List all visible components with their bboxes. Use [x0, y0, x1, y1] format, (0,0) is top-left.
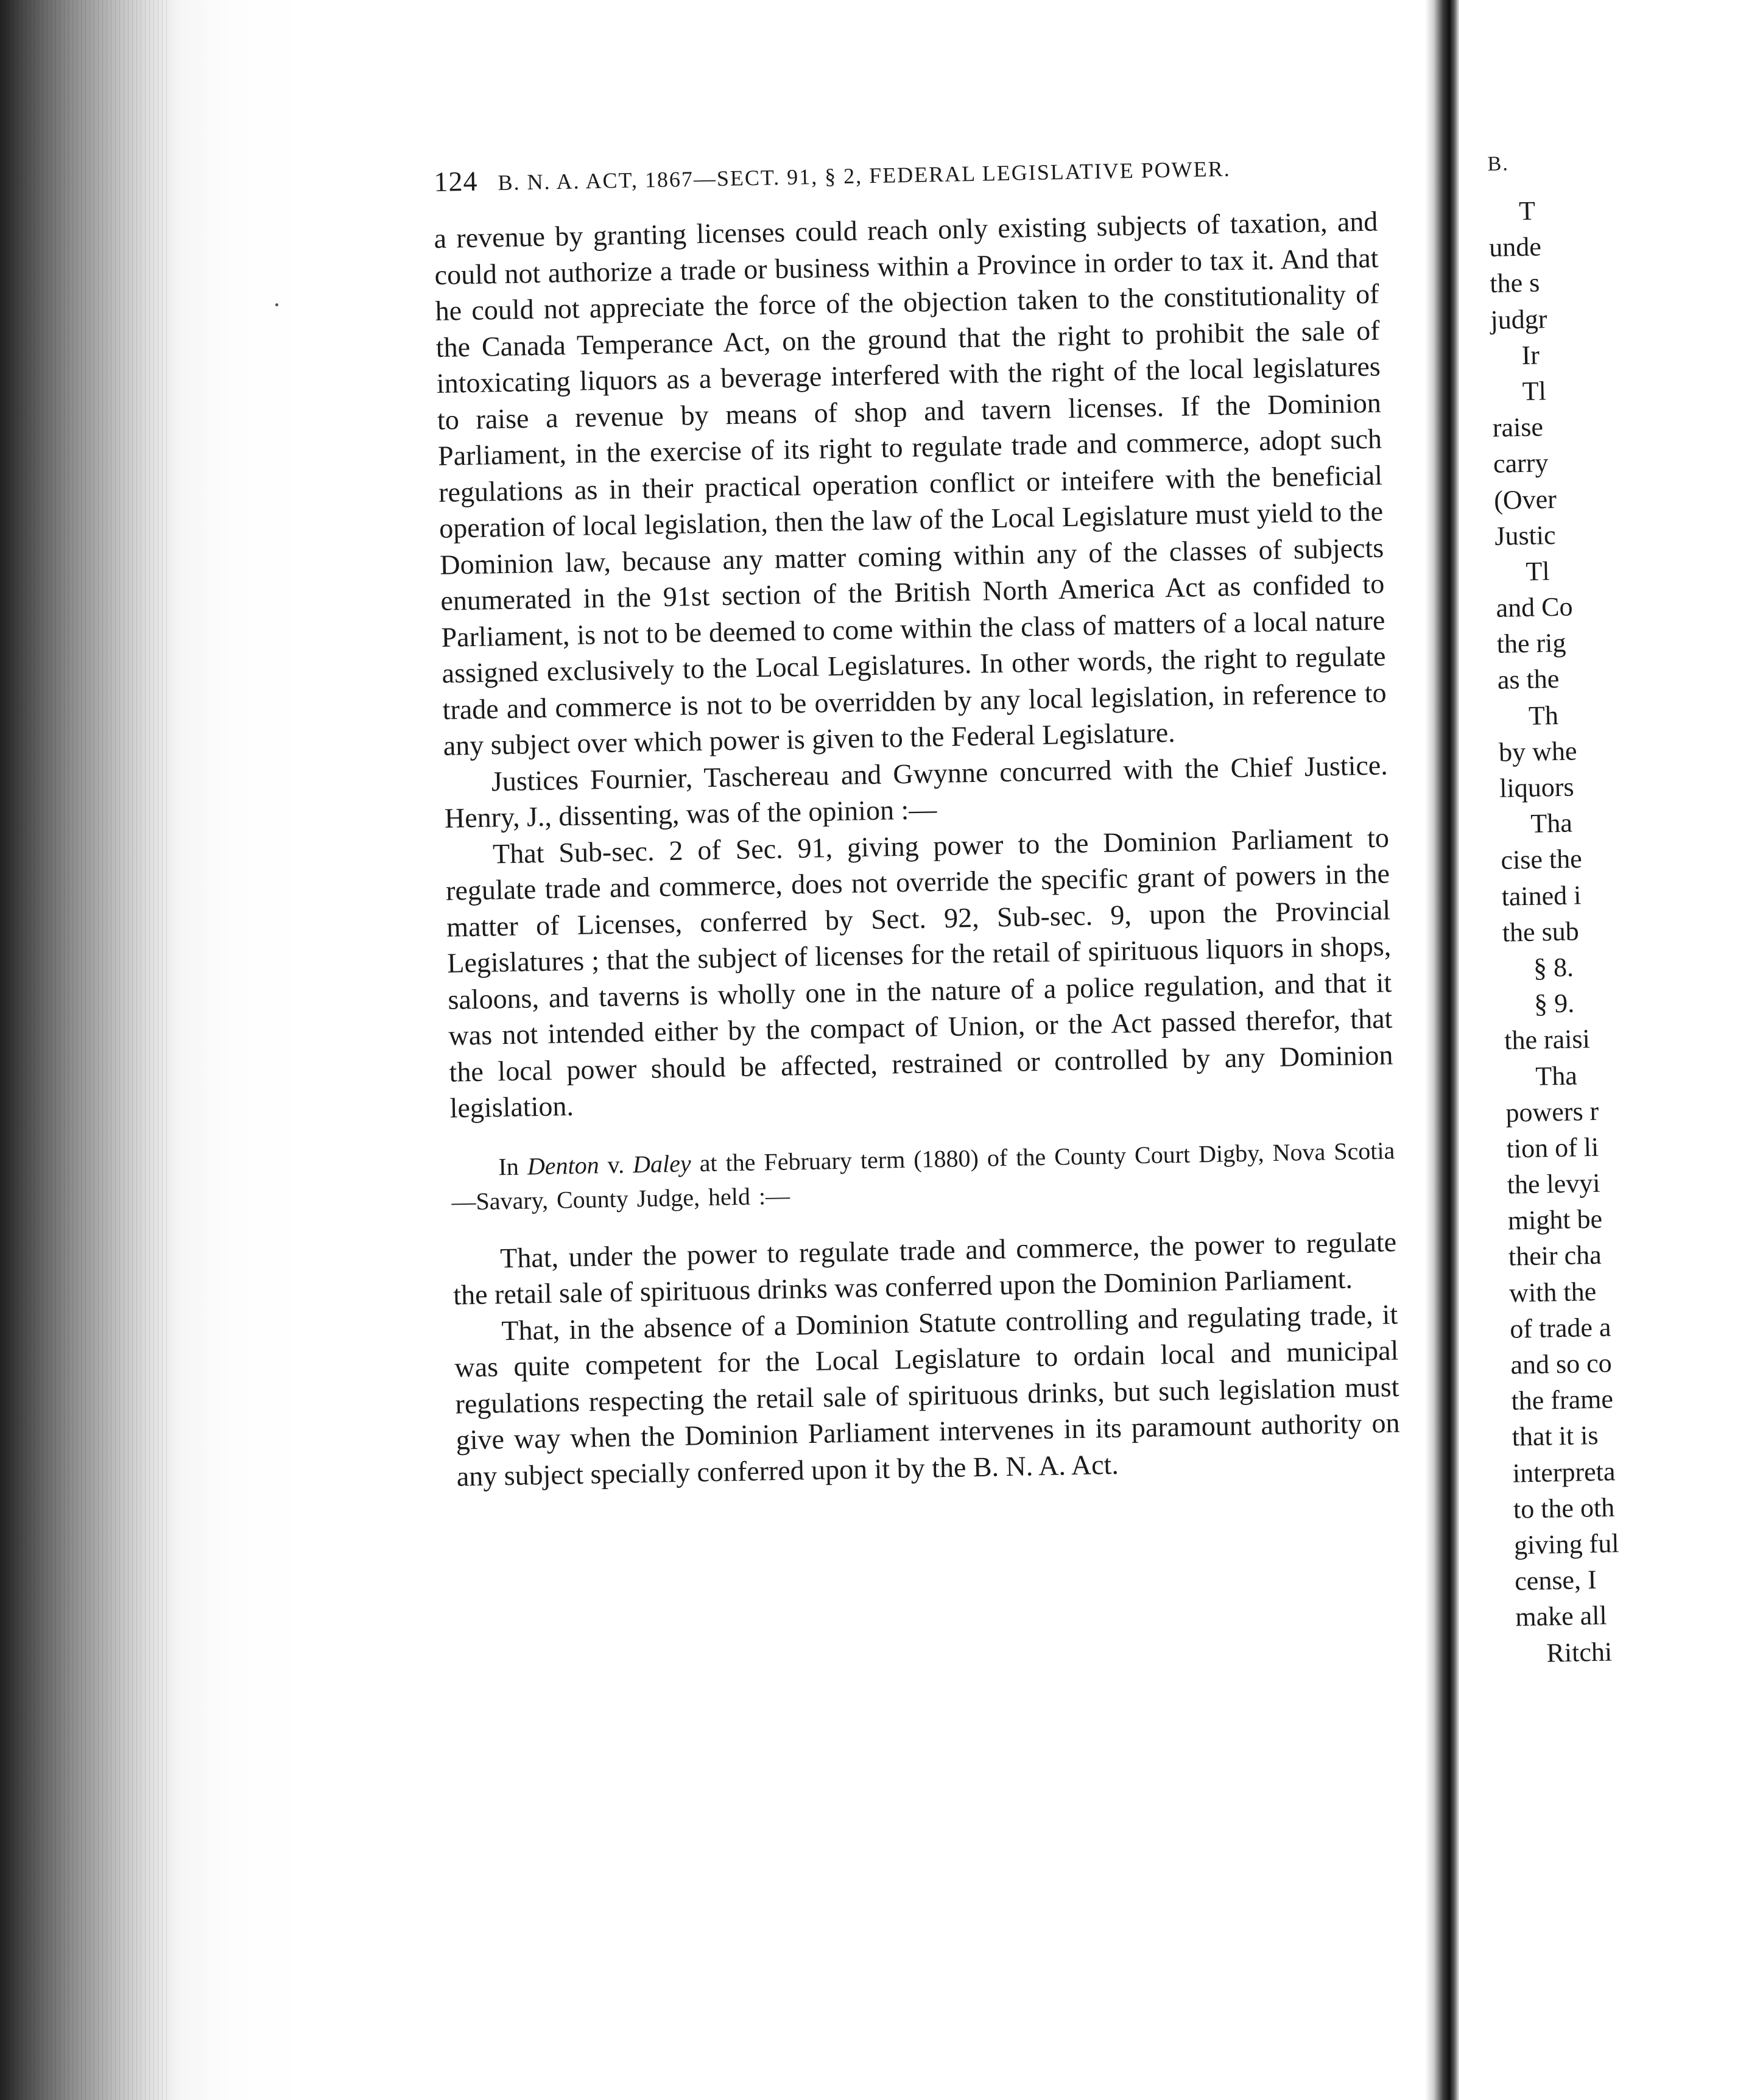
- right-page-line: T: [1518, 196, 1536, 227]
- right-page-line: with the: [1508, 1276, 1597, 1308]
- right-page-line: cise the: [1501, 844, 1583, 876]
- holding-1: That, under the power to regulate trade and commerce, the power to regulate the retail sale of spirituous drinks was conferred upon the Dominion Parliament.: [452, 1225, 1397, 1311]
- right-page-line: liquors: [1499, 772, 1574, 803]
- right-page-lines: [1488, 189, 1760, 1671]
- page-number: 124: [434, 165, 478, 197]
- right-page-line: interpreta: [1512, 1456, 1616, 1489]
- right-page-line: as the: [1497, 664, 1560, 696]
- right-page-line: tained i: [1501, 879, 1582, 912]
- right-page-line: Tha: [1535, 1060, 1578, 1091]
- right-page-line: and Co: [1496, 591, 1573, 623]
- right-page: [1459, 0, 1619, 2100]
- paragraph-2: Justices Fournier, Taschereau and Gwynne concurred with the Chief Justice. Henry, J., dissenting, was of the opinion :—: [444, 749, 1389, 834]
- right-page-line: the levyi: [1507, 1168, 1600, 1200]
- book-gutter: [1425, 0, 1459, 2100]
- right-page-line: of trade a: [1509, 1312, 1611, 1344]
- right-page-line: Tl: [1522, 376, 1547, 406]
- right-page-line: raise: [1492, 412, 1544, 443]
- right-page-line: Tha: [1530, 808, 1573, 839]
- paper-speck: [275, 303, 278, 306]
- right-page-line: tion of li: [1506, 1132, 1599, 1164]
- right-page-line: Ritchi: [1546, 1637, 1613, 1668]
- case-intro-prefix: In: [498, 1152, 528, 1180]
- right-page-text: [1487, 141, 1760, 1671]
- page-stack-lines: [0, 0, 171, 2100]
- paragraph-1: a revenue by granting licenses could reach only existing subjects of taxation, and could not authorize a trade or business within a Province in order to tax it. And that he could not appreciate the force of the objection taken to the constitutionality of the Canada Temperance Act, on the ground that the right to prohibit the sale of intoxicating liquors as a beverage interfered with the right of the local legislatures to raise a revenue by means of shop and tavern licenses. If the Dominion Parliament, in the exercise of its right to regulate trade and commerce, adopt such regulations as in their practical operation conflict or inteifere with the beneficial operation of local legislation, then the law of the Local Legislature must yield to the Dominion law, because any matter coming within any of the classes of subjects enumerated in the 91st section of the British North America Act as confided to Parliament, is not to be deemed to come within the class of matters of a local nature assigned exclusively to the Local Legislatures. In other words, the right to regulate trade and commerce is not to be overridden by any local legislation, in reference to any subject over which power is given to the Federal Legislature.: [434, 205, 1387, 761]
- right-page-line: might be: [1507, 1203, 1603, 1236]
- right-page-line: Tl: [1525, 556, 1550, 587]
- right-page-line: to the oth: [1513, 1492, 1615, 1524]
- header-title: B. N. A. ACT, 1867—SECT. 91, § 2, FEDERAL LEGISLATIVE POWER.: [498, 156, 1231, 195]
- right-page-line: make all: [1515, 1600, 1608, 1632]
- right-page-line: the rig: [1496, 627, 1566, 660]
- case-intro: [451, 1133, 1396, 1219]
- case-intro-rest: at the February term (1880) of the County Court Digby, Nova Scotia —Savary, County Judge, held :—: [451, 1136, 1395, 1216]
- right-page-line: cense, I: [1514, 1565, 1597, 1596]
- right-page-line: § 8.: [1533, 952, 1574, 983]
- right-page-line: powers r: [1505, 1096, 1599, 1128]
- body-text: [434, 203, 1401, 1495]
- right-page-line: giving ful: [1513, 1528, 1619, 1560]
- right-page-line: carry: [1493, 448, 1549, 479]
- right-page-line: the frame: [1511, 1384, 1614, 1416]
- right-page-line: by whe: [1498, 736, 1577, 767]
- right-page-line: the raisi: [1504, 1024, 1591, 1056]
- paragraph-3: That Sub-sec. 2 of Sec. 91, giving power to the Dominion Parliament to regulate trade and commerce, does not override the specific grant of powers in the matter of Licenses, conferred by Sect. 92, Sub-sec. 9, upon the Provincial Legislatures ; that the subject of licenses for the retail of spirituous liquors in shops, saloons, and taverns is wholly one in the nature of a police regulation, and that it was not intended either by the compact of Union, or the Act passed therefor, that the local power should be affected, restrained or controlled by any Dominion legislation.: [445, 821, 1393, 1124]
- right-page-line: judgr: [1490, 303, 1547, 335]
- right-page-line: that it is: [1512, 1420, 1599, 1452]
- case-defendant: Daley: [632, 1149, 692, 1178]
- right-page-line: unde: [1488, 231, 1542, 263]
- right-page-line: and so co: [1510, 1348, 1613, 1380]
- right-page-line: Th: [1528, 700, 1559, 731]
- right-page-line: Justic: [1494, 520, 1556, 551]
- right-page-header: B.: [1487, 152, 1510, 175]
- right-page-line: the s: [1489, 267, 1540, 299]
- case-plaintiff: Denton: [527, 1150, 600, 1180]
- right-page-line: their cha: [1508, 1240, 1602, 1272]
- case-versus: v.: [599, 1150, 633, 1179]
- right-page-line: Ir: [1521, 340, 1540, 370]
- holding-2: That, in the absence of a Dominion Statute controlling and regulating trade, it was quite competent for the Local Legislature to ordain local and municipal regulations respecting the retail sale of spirituous drinks, but such legislation must give way when the Dominion Parliament intervenes in its paramount authority on any subject specially conferred upon it by the B. N. A. Act.: [454, 1298, 1400, 1492]
- right-page-line: § 9.: [1533, 988, 1575, 1019]
- right-page-line: (Over: [1493, 484, 1557, 515]
- right-page-line: the sub: [1502, 916, 1580, 948]
